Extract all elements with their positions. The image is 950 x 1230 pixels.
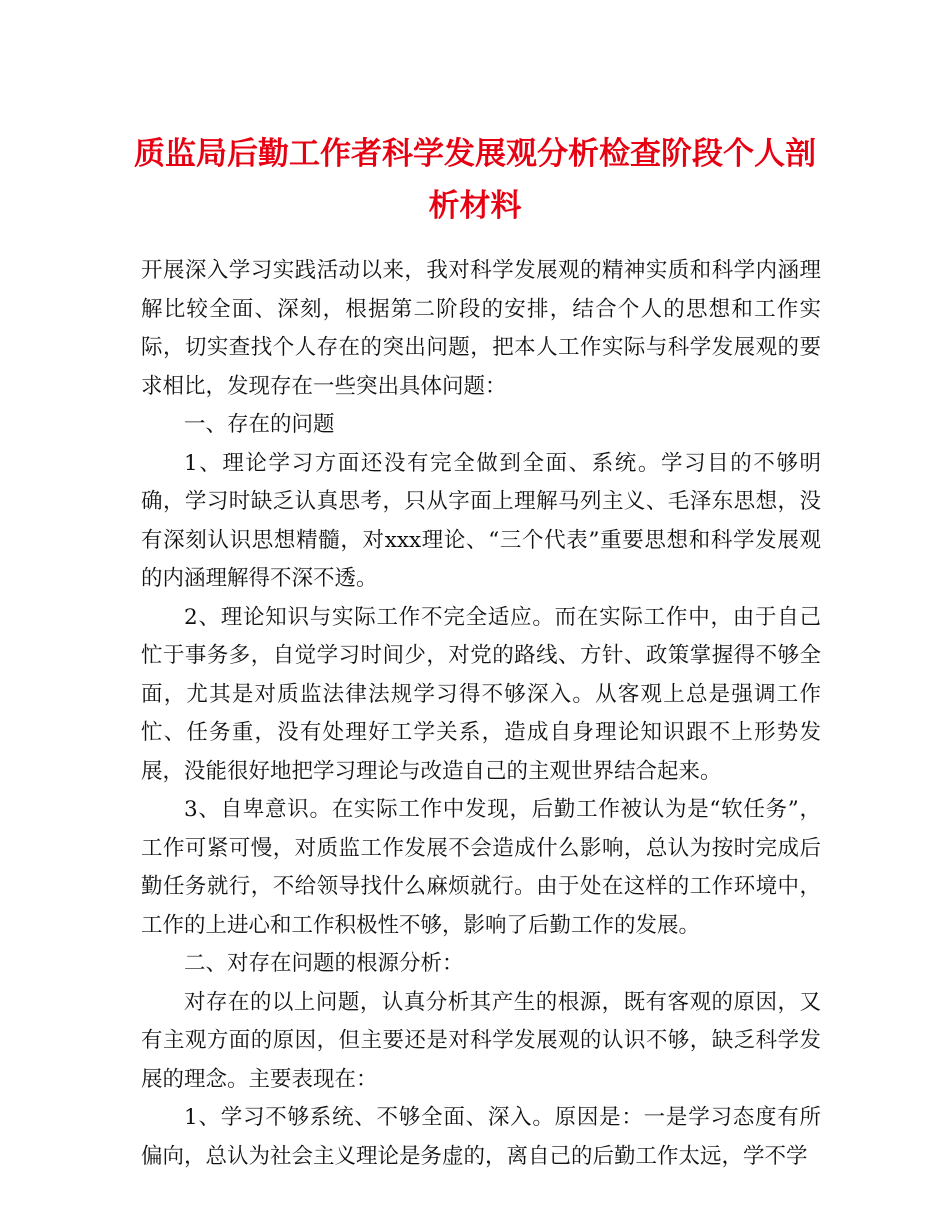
paragraph-intro: 开展深入学习实践活动以来，我对科学发展观的精神实质和科学内涵理解比较全面、深刻，根据第二阶段的安排，结合个人的思想和工作实际，切实查找个人存在的突出问题，把本人工作实际与科学发展观的要求相比，发现存在一些突出具体问题： xyxy=(141,258,821,399)
paragraph-problem-3: 3、自卑意识。在实际工作中发现，后勤工作被认为是“软任务”，工作可紧可慢，对质监工作发展不会造成什么影响，总认为按时完成后勤任务就行，不给领导找什么麻烦就行。由于处在这样的工作环境中，工作的上进心和工作积极性不够，影响了后勤工作的发展。 xyxy=(141,797,821,938)
document-body xyxy=(141,252,821,1176)
paragraph-root-cause-intro: 对存在的以上问题，认真分析其产生的根源，既有客观的原因，又有主观方面的原因，但主要还是对科学发展观的认识不够，缺乏科学发展的理念。主要表现在： xyxy=(141,989,821,1092)
document-title: 质监局后勤工作者科学发展观分析检查阶段个人剖析材料 xyxy=(134,136,816,224)
paragraph-problem-2: 2、理论知识与实际工作不完全适应。而在实际工作中，由于自己忙于事务多，自觉学习时间少，对党的路线、方针、政策掌握得不够全面，尤其是对质监法律法规学习得不够深入。从客观上总是强调工作忙、任务重，没有处理好工学关系，造成自身理论知识跟不上形势发展，没能很好地把学习理论与改造自己的主观世界结合起来。 xyxy=(141,604,821,784)
paragraph-problem-1: 1、理论学习方面还没有完全做到全面、系统。学习目的不够明确，学习时缺乏认真思考，只从字面上理解马列主义、毛泽东思想，没有深刻认识思想精髓，对xxx理论、“三个代表”重要思想和科学发展观的内涵理解得不深不透。 xyxy=(141,450,821,591)
section-heading-root-cause: 二、对存在问题的根源分析： xyxy=(184,951,464,976)
section-heading-problems: 一、存在的问题 xyxy=(184,412,335,437)
paragraph-root-cause-1: 1、学习不够系统、不够全面、深入。原因是：一是学习态度有所偏向，总认为社会主义理论是务虚的，离自己的后勤工作太远，学不学 xyxy=(141,1105,821,1169)
